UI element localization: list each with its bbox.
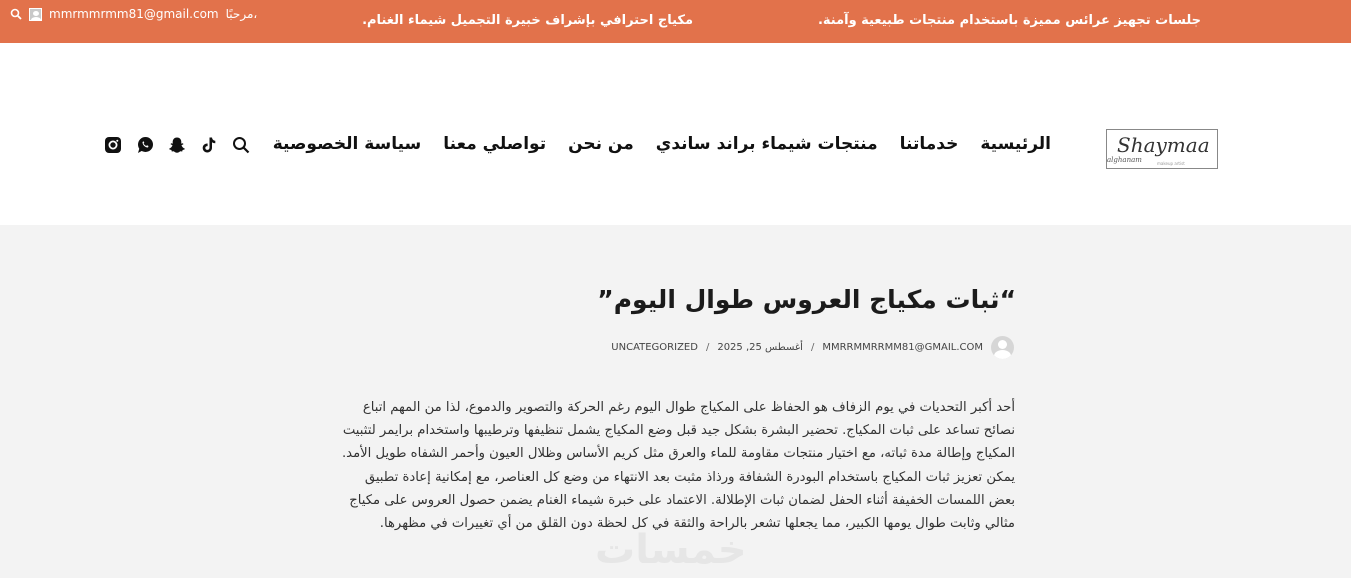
meta-separator: /	[705, 342, 710, 353]
meta-separator: /	[810, 342, 815, 353]
nav-item-services[interactable]: خدماتنا	[899, 134, 959, 154]
snapchat-icon[interactable]	[167, 135, 186, 154]
logo-script-text: Shaymaa	[1117, 133, 1210, 157]
post-date: أغسطس 25, 2025	[717, 342, 803, 353]
search-icon[interactable]	[10, 8, 22, 20]
nav-item-contact[interactable]: تواصلي معنا	[443, 134, 547, 154]
logo-tagline: makeup artist	[1157, 161, 1185, 166]
post-body: أحد أكبر التحديات في يوم الزفاف هو الحفاظ على المكياج طوال اليوم رغم الحركة والتصوير والدموع، لذا من المهم اتباع نصائح تساعد على ثبات المكياج. تحضير البشرة بشكل جيد قبل وضع المكياج يشمل تنظيفها وترطيبها واستخدام برايمر لتثبيت المكياج وإطالة مدة ثباته، مع اختيار منتجات مقاومة للماء والعرق مثل كريم الأساس وظلال العيون وأحمر الشفاه طويل الأمد. يمكن تعزيز ثبات المكياج باستخدام البودرة الشفافة ورذاذ مثبت بعد الانتهاء من وضع كل العناصر، مع إمكانية إعادة تطبيق بعض اللمسات الخفيفة أثناء الحفل لضمان ثبات الإطلالة. الاعتماد على خبرة شيماء الغنام يضمن حصول العروس على مكياج مثالي وثابت طوال يومها الكبير، مما يجعلها تشعر بالراحة والثقة في كل لحظة دون القلق من أي تغييرات في مظهرها.	[341, 400, 1015, 532]
top-announcement-bar	[0, 0, 1351, 43]
post-category[interactable]: UNCATEGORIZED	[611, 342, 698, 353]
announcement-message-1: جلسات تجهيز عرائس مميزة باستخدام منتجات طبيعية وآمنة.	[817, 13, 1201, 28]
nav-item-privacy[interactable]: سياسة الخصوصية	[272, 134, 422, 154]
nav-item-products[interactable]: منتجات شيماء براند ساندي	[655, 134, 878, 154]
announcement-message-2: مكياج احترافي بإشراف خبيرة التجميل شيماء الغنام.	[362, 13, 693, 28]
main-navigation	[273, 134, 1051, 154]
author-avatar	[991, 336, 1014, 359]
nav-item-home[interactable]: الرئيسية	[980, 134, 1051, 154]
site-logo[interactable]	[1106, 129, 1218, 169]
site-header	[0, 43, 1351, 225]
post-title: “ثبات مكياج العروس طوال اليوم”	[597, 285, 1016, 314]
whatsapp-icon[interactable]	[135, 135, 154, 154]
search-icon[interactable]	[231, 135, 250, 154]
social-icons	[103, 135, 250, 154]
user-avatar-icon	[29, 8, 42, 21]
logo-sub-text: alghanam	[1107, 156, 1142, 164]
greeting-text: مرحبًا،	[225, 7, 258, 21]
tiktok-icon[interactable]	[199, 135, 218, 154]
watermark: خمسات	[595, 527, 747, 573]
post-meta	[611, 336, 1014, 359]
instagram-icon[interactable]	[103, 135, 122, 154]
post-author[interactable]: MMRRMMRRMM81@GMAIL.COM	[822, 342, 983, 353]
user-account-box[interactable]	[10, 7, 257, 21]
nav-item-about[interactable]: من نحن	[568, 134, 634, 154]
user-email[interactable]: mmrmmrmm81@gmail.com	[49, 7, 219, 21]
